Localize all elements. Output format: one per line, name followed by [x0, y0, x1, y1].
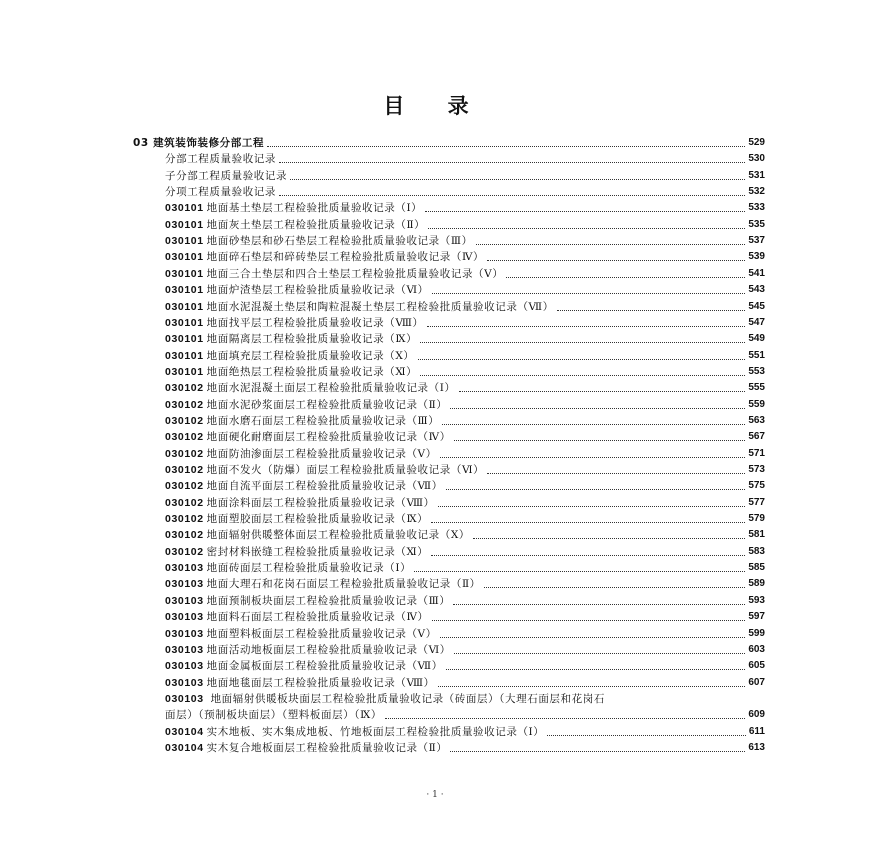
toc-section-heading[interactable]	[133, 135, 765, 151]
toc-entry[interactable]	[165, 724, 765, 740]
toc-entry-code: 030101	[165, 267, 204, 280]
toc-entry-label: 地面地毯面层工程检验批质量验收记录（Ⅷ）	[206, 676, 435, 689]
toc-entry-label: 地面辐射供暖整体面层工程检验批质量验收记录（Ⅹ）	[206, 529, 471, 542]
toc-entry-label: 地面不发火（防爆）面层工程检验批质量验收记录（Ⅵ）	[206, 464, 485, 476]
toc-page-number: 603	[748, 643, 765, 655]
toc-entry-label: 地面水泥砂浆面层工程检验批质量验收记录（Ⅱ）	[206, 398, 448, 411]
toc-entry[interactable]	[165, 364, 765, 380]
toc-entry-code: 030101	[165, 202, 204, 215]
dot-leader	[487, 259, 745, 261]
toc-entry[interactable]	[165, 446, 765, 462]
dot-leader	[557, 309, 746, 311]
toc-page-number: 533	[748, 202, 765, 214]
toc-entry-title	[133, 135, 264, 151]
toc-entry-label: 子分部工程质量验收记录	[165, 169, 288, 182]
dot-leader	[438, 685, 746, 687]
toc-entry[interactable]	[165, 315, 765, 331]
toc-entry-title	[165, 511, 428, 527]
toc-entry[interactable]	[165, 658, 765, 674]
toc-entry-code: 030101	[165, 251, 204, 264]
toc-entry-title	[165, 642, 451, 658]
toc-entry-title	[165, 527, 470, 543]
toc-entry-label: 地面砂垫层和砂石垫层工程检验批质量验收记录（Ⅲ）	[206, 235, 473, 248]
toc-entry-title	[165, 544, 428, 560]
toc-page-number: 609	[748, 709, 765, 721]
dot-leader	[473, 537, 745, 539]
toc-page-number: 611	[748, 725, 765, 737]
toc-entry-code: 030102	[165, 414, 204, 427]
toc-entry-title	[165, 315, 424, 331]
toc-entry-code: 030102	[165, 513, 204, 526]
toc-entry-label: 地面塑料板面层工程检验批质量验收记录（Ⅴ）	[206, 627, 437, 640]
toc-entry[interactable]	[165, 740, 765, 756]
toc-entry-label: 地面活动地板面层工程检验批质量验收记录（Ⅵ）	[206, 643, 451, 656]
toc-entry[interactable]	[165, 429, 765, 445]
dot-leader	[547, 734, 745, 736]
page-title: 目 录	[383, 94, 487, 118]
toc-entry-label: 地面涂料面层工程检验批质量验收记录（Ⅷ）	[206, 496, 435, 509]
toc-entry-code: 030104	[165, 725, 204, 738]
dot-leader	[432, 292, 746, 294]
toc-entry[interactable]	[165, 168, 765, 184]
toc-entry-title	[165, 184, 276, 200]
toc-entry-title	[165, 200, 422, 216]
dot-leader	[431, 554, 745, 556]
toc-entry-title	[165, 331, 417, 347]
toc-entry-title	[165, 348, 415, 364]
dot-leader	[440, 456, 745, 458]
toc-entry-label: 地面基土垫层工程检验批质量验收记录（Ⅰ）	[206, 202, 423, 215]
toc-entry-code: 030103	[165, 627, 204, 640]
toc-entry[interactable]	[165, 348, 765, 364]
toc-entry-code: 030101	[165, 316, 204, 329]
toc-entry[interactable]	[165, 495, 765, 511]
toc-entry-title	[165, 576, 481, 592]
toc-entry-label: 地面大理石和花岗石面层工程检验批质量验收记录（Ⅱ）	[206, 578, 481, 591]
toc-entry-code: 030103	[165, 611, 204, 624]
toc-entry-code: 030101	[165, 284, 204, 297]
toc-page-number: 599	[748, 627, 765, 639]
toc-entry-code: 030103	[165, 643, 204, 656]
dot-leader	[431, 521, 745, 523]
toc-entry[interactable]	[165, 184, 765, 200]
dot-leader	[450, 750, 745, 752]
dot-leader	[420, 374, 745, 376]
toc-entry-label: 地面绝热层工程检验批质量验收记录（Ⅺ）	[206, 365, 418, 378]
toc-entry-code: 030103	[165, 660, 204, 673]
toc-entry-title	[165, 626, 437, 642]
toc-page-number: 543	[748, 284, 765, 296]
dot-leader	[454, 652, 745, 654]
toc-entry[interactable]	[165, 642, 765, 658]
toc-page-number: 559	[748, 398, 765, 410]
toc-entry[interactable]	[165, 560, 765, 576]
toc-entry-code: 030103	[165, 578, 204, 591]
page-number: · 1 ·	[426, 790, 444, 800]
toc-entry-label: 地面预制板块面层工程检验批质量验收记录（Ⅲ）	[206, 594, 451, 607]
dot-leader	[427, 325, 746, 327]
toc-page-number: 549	[748, 333, 765, 345]
dot-leader	[454, 439, 745, 441]
dot-leader	[418, 358, 746, 360]
toc-entry-title	[165, 740, 447, 756]
toc-entry-title	[165, 266, 503, 282]
toc-entry-code: 030102	[165, 529, 204, 542]
toc-entry[interactable]	[165, 576, 765, 592]
toc-entry-title	[165, 380, 456, 396]
dot-leader	[428, 227, 745, 229]
toc-entry-title	[165, 249, 484, 265]
toc-entry-label: 地面水泥混凝土垫层和陶粒混凝土垫层工程检验批质量验收记录（Ⅶ）	[206, 300, 554, 313]
toc-entry[interactable]	[165, 593, 765, 609]
toc-page-number: 597	[748, 611, 765, 623]
toc-page-number: 532	[748, 186, 765, 198]
toc-page-number: 531	[748, 169, 765, 181]
toc-entry-title	[165, 446, 437, 462]
toc-entry[interactable]	[165, 609, 765, 625]
toc-entry-title	[165, 609, 429, 625]
toc-page-number: 607	[748, 676, 765, 688]
toc-page-number: 539	[748, 251, 765, 263]
toc-page-number: 555	[748, 382, 765, 394]
toc-entry[interactable]	[165, 413, 765, 429]
toc-entry[interactable]	[165, 331, 765, 347]
toc-entry-title	[165, 429, 451, 445]
dot-leader	[432, 619, 746, 621]
toc-entry-label: 地面碎石垫层和碎砖垫层工程检验批质量验收记录（Ⅳ）	[206, 251, 485, 264]
toc-page-number: 613	[748, 741, 765, 753]
toc-page-number: 541	[748, 267, 765, 279]
dot-leader	[414, 570, 745, 572]
toc-entry-label: 地面硬化耐磨面层工程检验批质量验收记录（Ⅳ）	[206, 431, 451, 444]
dot-leader	[425, 210, 745, 212]
toc-entry-code: 030102	[165, 464, 204, 476]
dot-leader	[484, 586, 746, 588]
toc-page-number: 581	[748, 529, 765, 541]
toc-page-number: 593	[748, 594, 765, 606]
toc-entry-code: 030104	[165, 741, 204, 754]
toc-page-number: 535	[748, 218, 765, 230]
toc-entry-label: 密封材料嵌缝工程检验批质量验收记录（Ⅺ）	[206, 545, 429, 558]
toc-entry-label: 地面炉渣垫层工程检验批质量验收记录（Ⅵ）	[206, 284, 429, 297]
toc-page-number: 577	[748, 496, 765, 508]
toc-entry[interactable]	[165, 544, 765, 560]
toc-page-number: 537	[748, 235, 765, 247]
toc-page-number: 573	[748, 464, 765, 475]
toc-entry-label: 实木复合地板面层工程检验批质量验收记录（Ⅱ）	[206, 741, 448, 754]
toc-entry-code: 030101	[165, 300, 204, 313]
dot-leader	[450, 407, 745, 409]
toc-entry-title	[165, 282, 429, 298]
toc-entry-code: 030102	[165, 496, 204, 509]
toc-entry[interactable]	[165, 151, 765, 167]
dot-leader	[267, 145, 745, 147]
toc-entry[interactable]	[165, 380, 765, 396]
toc-entry-label: 地面辐射供暖板块面层工程检验批质量验收记录（砖面层）（大理石面层和花岗石	[206, 692, 605, 705]
toc-entry-title	[165, 707, 382, 723]
toc-page-number: 605	[748, 660, 765, 672]
toc-entry[interactable]	[165, 266, 765, 282]
toc-entry-code: 030102	[165, 480, 204, 493]
toc-entry[interactable]	[165, 282, 765, 298]
dot-leader	[442, 423, 745, 425]
toc-entry-title	[165, 495, 435, 511]
toc-entry[interactable]	[165, 478, 765, 494]
toc-entry-label: 分部工程质量验收记录	[165, 153, 276, 166]
toc-entry-title	[165, 299, 554, 315]
toc-page-number: 530	[748, 153, 765, 165]
toc-entry-label: 地面找平层工程检验批质量验收记录（Ⅷ）	[206, 316, 424, 329]
toc-entry[interactable]	[165, 527, 765, 543]
toc-page-number: 529	[748, 137, 765, 148]
toc-entry-multiline-second[interactable]	[165, 707, 765, 723]
dot-leader	[453, 603, 745, 605]
toc-entry-title	[165, 364, 417, 380]
toc-entry-label: 地面水磨石面层工程检验批质量验收记录（Ⅲ）	[206, 414, 440, 427]
dot-leader	[446, 668, 746, 670]
toc-entry-title	[165, 724, 544, 740]
toc-entry-title	[165, 413, 439, 429]
toc-page-number: 553	[748, 365, 765, 377]
toc-entry-code: 030103	[165, 562, 204, 575]
toc-entry-label: 地面三合土垫层和四合土垫层工程检验批质量验收记录（Ⅴ）	[206, 267, 504, 280]
toc-page-number: 563	[748, 414, 765, 426]
toc-entry[interactable]	[165, 249, 765, 265]
toc-page-number: 575	[748, 480, 765, 492]
toc-page-number: 545	[748, 300, 765, 312]
dot-leader	[420, 341, 745, 343]
toc-entry-label: 实木地板、实木集成地板、竹地板面层工程检验批质量验收记录（Ⅰ）	[206, 725, 545, 738]
dot-leader	[385, 717, 745, 719]
toc-entry-title	[165, 217, 425, 233]
dot-leader	[279, 194, 745, 196]
toc-entry-code: 030102	[165, 431, 204, 444]
toc-entry-code: 030101	[165, 333, 204, 346]
toc-entry-multiline-first[interactable]	[165, 691, 605, 707]
toc-entry-code: 030103	[165, 692, 204, 705]
toc-entry-title	[165, 593, 450, 609]
toc-entry[interactable]	[165, 397, 765, 413]
toc-entry-title	[165, 462, 484, 478]
toc-entry-title	[165, 658, 443, 674]
toc-entry-title	[165, 478, 443, 494]
toc-entry[interactable]	[165, 675, 765, 691]
dot-leader	[440, 636, 745, 638]
dot-leader	[438, 505, 746, 507]
toc-page-number: 547	[748, 316, 765, 328]
toc-page-number: 567	[748, 431, 765, 443]
dot-leader	[459, 390, 746, 392]
toc-entry[interactable]	[165, 299, 765, 315]
toc-entry-label: 地面塑胶面层工程检验批质量验收记录（Ⅸ）	[206, 513, 429, 526]
toc-entry-title	[165, 560, 411, 576]
toc-entry-code: 030103	[165, 594, 204, 607]
toc-entry-code: 030101	[165, 349, 204, 362]
toc-entry-label: 地面水泥混凝土面层工程检验批质量验收记录（Ⅰ）	[206, 382, 456, 395]
toc-entry[interactable]	[165, 462, 765, 478]
toc-page-number: 579	[748, 513, 765, 525]
toc-entry-code: 030102	[165, 398, 204, 411]
toc-entry-title	[165, 675, 435, 691]
toc-entry[interactable]	[165, 200, 765, 216]
toc-entry[interactable]	[165, 233, 765, 249]
toc-entry-code: 030101	[165, 365, 204, 378]
toc-entry[interactable]	[165, 217, 765, 233]
toc-page-number: 583	[748, 545, 765, 557]
toc-entry-label: 地面灰土垫层工程检验批质量验收记录（Ⅱ）	[206, 218, 426, 231]
toc-entry[interactable]	[165, 626, 765, 642]
dot-leader	[487, 472, 745, 474]
toc-entry-label: 地面防油渗面层工程检验批质量验收记录（Ⅴ）	[206, 447, 437, 460]
toc-entry-label: 分项工程质量验收记录	[165, 186, 276, 199]
toc-entry-label: 地面自流平面层工程检验批质量验收记录（Ⅶ）	[206, 480, 443, 493]
toc-entry-label: 地面砖面层工程检验批质量验收记录（Ⅰ）	[206, 562, 412, 575]
toc-entry-label: 面层）（预制板块面层）（塑料板面层）（Ⅸ）	[165, 709, 382, 722]
toc-entry-code: 030102	[165, 382, 204, 395]
toc-entry[interactable]	[165, 511, 765, 527]
dot-leader	[476, 243, 746, 245]
toc-entry-label: 地面金属板面层工程检验批质量验收记录（Ⅶ）	[206, 660, 443, 673]
toc-entry-code: 030103	[165, 676, 204, 689]
dot-leader	[506, 276, 745, 278]
toc-page-number: 585	[748, 562, 765, 574]
toc-entry-code: 030102	[165, 545, 204, 558]
toc-entry-code: 030101	[165, 218, 204, 231]
toc-page-number: 551	[748, 349, 765, 361]
toc-page-number: 589	[748, 578, 765, 590]
toc-entry-code: 030101	[165, 235, 204, 248]
toc-page-number: 571	[748, 447, 765, 459]
toc-entry-title	[165, 151, 276, 167]
toc-entry-label: 地面料石面层工程检验批质量验收记录（Ⅳ）	[206, 611, 429, 624]
toc-entry-code: 030102	[165, 447, 204, 460]
dot-leader	[446, 488, 746, 490]
toc-entry-label: 03 建筑装饰装修分部工程	[133, 137, 265, 149]
toc-entry-title	[165, 397, 447, 413]
toc-entry-label: 地面隔离层工程检验批质量验收记录（Ⅸ）	[206, 333, 418, 346]
dot-leader	[279, 161, 745, 163]
dot-leader	[290, 178, 745, 180]
toc-entry-title	[165, 168, 287, 184]
toc-entry-title	[165, 233, 473, 249]
toc-entry-label: 地面填充层工程检验批质量验收记录（Ⅹ）	[206, 349, 415, 362]
